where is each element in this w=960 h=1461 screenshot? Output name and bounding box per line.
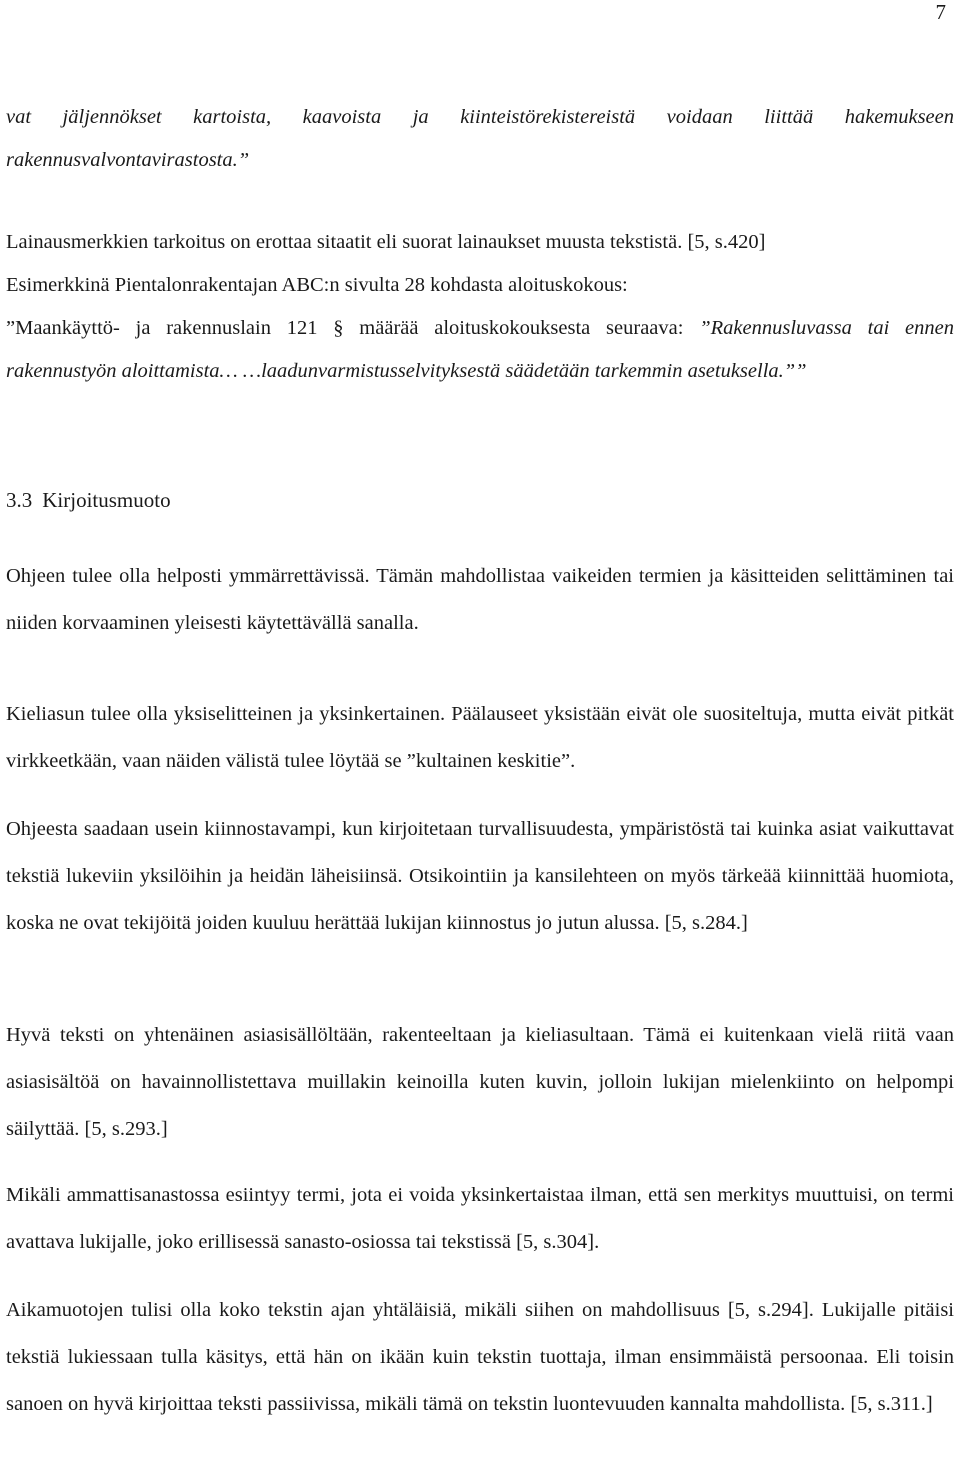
section-heading (6, 480, 181, 520)
paragraph-5-text: Mikäli ammattisanastossa esiintyy termi, jota ei voida yksinkertaistaa ilman, että sen merkitys muuttuisi, on termi avattava lukijalle, joko erillisessä sanasto-osiossa tai tekstissä [5, s.304]. (6, 1184, 954, 1253)
paragraph-4-text: Hyvä teksti on yhtenäinen asiasisällöltään, rakenteeltaan ja kieliasultaan. Tämä ei kuitenkaan vielä riitä vaan asiasisältöä on havainnollistettava muillakin keinoilla kuten kuvin, jolloin lukijan mielenkiinto on helpompi säilyttää. [5, s.293.] (6, 1024, 954, 1140)
paragraph-1-text: Ohjeen tulee olla helposti ymmärrettävissä. Tämän mahdollistaa vaikeiden termien ja käsitteiden selittäminen tai niiden korvaaminen yleisesti käytettävällä sanalla. (6, 565, 954, 634)
paragraph-6 (6, 1287, 954, 1428)
paragraph-1 (6, 553, 954, 647)
paragraph-6-text: Aikamuotojen tulisi olla koko tekstin ajan yhtäläisiä, mikäli siihen on mahdollisuus [5, s.294]. Lukijalle pitäisi tekstiä lukiessaan tulla käsitys, että hän on ikään kuin tekstin tuottaja, ilman ensimmäistä persoonaa. Eli toisin sanoen on hyvä kirjoittaa teksti passiivissa, mikäli tämä on tekstin luontevuuden kannalta mahdollista. [5, s.311.] (6, 1299, 954, 1415)
section-title: Kirjoitusmuoto (42, 488, 171, 512)
citation-example-plain: ”Maankäyttö- ja rakennuslain 121 § määrää aloituskokouksesta seuraava: (6, 317, 700, 339)
paragraph-5 (6, 1172, 954, 1266)
paragraph-2-text: Kieliasun tulee olla yksiselitteinen ja yksinkertainen. Päälauseet yksistään eivät ole suositeltuja, mutta eivät pitkät virkkeetkään, vaan näiden välistä tulee löytää se ”kultainen keskitie”. (6, 703, 954, 772)
citation-example-italic: ”Rakennusluvassa tai ennen rakennustyön aloittamista… …laadunvarmistusselvityksestä säädetään tarkemmin asetuksella.”” (6, 317, 954, 382)
page-number: 7 (935, 0, 946, 24)
citation-example-quote (6, 307, 954, 393)
quote-continuation (6, 96, 954, 182)
citation-line-2: Esimerkkinä Pientalonrakentajan ABC:n sivulta 28 kohdasta aloituskokous: (6, 274, 628, 296)
citation-line-1: Lainausmerkkien tarkoitus on erottaa sitaatit eli suorat lainaukset muusta tekstistä. [5, s.420] (6, 231, 766, 253)
citation-paragraph (6, 221, 954, 393)
paragraph-2 (6, 691, 954, 785)
section-number: 3.3 (6, 488, 33, 512)
paragraph-3 (6, 806, 954, 947)
paragraph-4 (6, 1012, 954, 1153)
quote-continuation-text: vat jäljennökset kartoista, kaavoista ja kiinteistörekistereistä voidaan liittää hakemukseen rakennusvalvontavirastosta.” (6, 106, 954, 171)
paragraph-3-text: Ohjeesta saadaan usein kiinnostavampi, kun kirjoitetaan turvallisuudesta, ympäristöstä tai kuinka asiat vaikuttavat tekstiä lukeviin yksilöihin ja heidän läheisiinsä. Otsikointiin ja kansilehteen on myös tärkeää kiinnittää huomiota, koska ne ovat tekijöitä joiden kuuluu herättää lukijan kiinnostus jo jutun alussa. [5, s.284.] (6, 818, 954, 934)
